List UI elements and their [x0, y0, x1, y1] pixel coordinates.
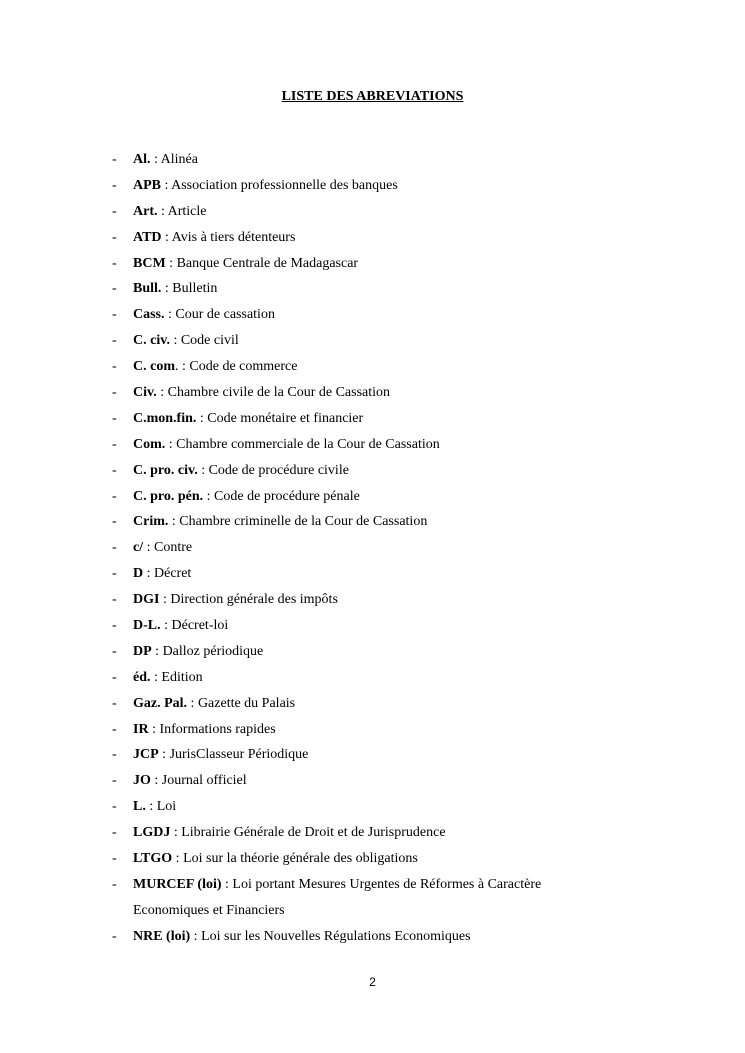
separator: : [165, 436, 177, 452]
list-item-text [133, 328, 593, 354]
list-item-text [133, 717, 593, 743]
abbreviation-term: Bull. [133, 281, 162, 297]
abbreviation-definition: Code de commerce [189, 359, 298, 375]
abbreviation-definition: Chambre civile de la Cour de Cassation [167, 385, 391, 401]
list-bullet-dash: - [112, 643, 117, 659]
separator: : [196, 410, 208, 426]
abbreviation-term: Civ. [133, 385, 157, 401]
abbreviation-definition: Code de procédure civile [208, 462, 349, 478]
list-item-text [133, 354, 593, 380]
list-item-text [133, 302, 593, 328]
list-bullet-dash: - [112, 410, 117, 426]
abbreviation-term: C. civ. [133, 333, 170, 349]
abbreviation-term: BCM [133, 255, 166, 271]
abbreviation-term: NRE (loi) [133, 928, 191, 944]
abbreviation-definition: Loi [156, 799, 177, 815]
list-bullet-dash: - [112, 851, 117, 867]
abbreviation-definition: Chambre commerciale de la Cour de Cassation [176, 436, 440, 452]
list-item-text [133, 147, 593, 173]
abbreviation-term: Cass. [133, 307, 165, 323]
separator: : [168, 514, 180, 530]
separator: : [190, 928, 202, 944]
separator: : [150, 773, 162, 789]
list-bullet-dash: - [112, 359, 117, 375]
separator: : [157, 203, 168, 219]
abbreviation-list [0, 151, 745, 954]
list-item-text [133, 458, 593, 484]
abbreviation-term: L. [133, 799, 146, 815]
list-bullet-dash: - [112, 514, 117, 530]
abbreviation-definition: Avis à tiers détenteurs [171, 229, 296, 245]
abbreviation-term: APB [133, 177, 161, 193]
list-item-text [133, 665, 593, 691]
abbreviation-term: Art. [133, 203, 158, 219]
abbreviation-definition: Dalloz périodique [162, 643, 264, 659]
list-bullet-dash: - [112, 307, 117, 323]
separator: : [161, 229, 172, 245]
abbreviation-definition: Bulletin [172, 281, 218, 297]
abbreviation-term: Gaz. Pal. [133, 695, 188, 711]
list-bullet-dash: - [112, 747, 117, 763]
separator: : [197, 462, 209, 478]
list-bullet-dash: - [112, 488, 117, 504]
list-bullet-dash: - [112, 876, 117, 892]
separator: : [187, 695, 198, 711]
list-bullet-dash: - [112, 928, 117, 944]
list-item-text [133, 199, 593, 225]
list-item-text [133, 768, 593, 794]
abbreviation-definition: Code civil [180, 333, 239, 349]
list-item-text [133, 820, 593, 846]
separator: : [158, 747, 170, 763]
list-item [0, 928, 745, 954]
abbreviation-definition: Article [167, 203, 207, 219]
list-item-text [133, 509, 593, 535]
abbreviation-definition: Code de procédure pénale [214, 488, 360, 504]
list-item-text [133, 225, 593, 251]
abbreviation-term: c/ [133, 540, 144, 556]
page-title: LISTE DES ABREVIATIONS [281, 89, 464, 104]
page-number: 2 [369, 975, 376, 989]
list-item-text [133, 406, 593, 432]
list-bullet-dash: - [112, 255, 117, 271]
separator: : [160, 618, 172, 634]
list-item-text [133, 535, 593, 561]
abbreviation-term: ATD [133, 229, 162, 245]
separator: : [161, 177, 172, 193]
list-item-text [133, 561, 593, 587]
separator: : [148, 721, 160, 737]
separator: : [145, 799, 157, 815]
separator: : [143, 566, 155, 582]
abbreviation-term: D-L. [133, 618, 161, 634]
list-item-text [133, 613, 593, 639]
list-item [0, 876, 745, 928]
separator: : [203, 488, 215, 504]
list-bullet-dash: - [112, 203, 117, 219]
separator: . : [175, 359, 190, 375]
abbreviation-term: MURCEF (loi) [133, 876, 222, 892]
abbreviation-term: éd. [133, 669, 151, 685]
list-item-text [133, 691, 593, 717]
abbreviation-term: DGI [133, 592, 160, 608]
list-bullet-dash: - [112, 773, 117, 789]
list-bullet-dash: - [112, 229, 117, 245]
abbreviation-term: JO [133, 773, 151, 789]
separator: : [159, 592, 171, 608]
list-bullet-dash: - [112, 799, 117, 815]
list-item-text [133, 639, 593, 665]
separator: : [156, 385, 168, 401]
abbreviation-definition: Journal officiel [161, 773, 247, 789]
separator: : [164, 307, 176, 323]
list-item-text [133, 432, 593, 458]
abbreviation-definition: Cour de cassation [175, 307, 275, 323]
separator: : [165, 255, 177, 271]
abbreviation-definition: Chambre criminelle de la Cour de Cassation [179, 514, 428, 530]
separator: : [172, 851, 184, 867]
separator: : [161, 281, 173, 297]
abbreviation-term: JCP [133, 747, 159, 763]
list-item-text [133, 846, 593, 872]
abbreviation-term: LGDJ [133, 825, 171, 841]
separator: : [221, 876, 233, 892]
list-item-text [133, 380, 593, 406]
abbreviation-term: Com. [133, 436, 166, 452]
abbreviation-definition: Edition [161, 669, 203, 685]
list-bullet-dash: - [112, 281, 117, 297]
abbreviation-definition: Décret-loi [171, 618, 229, 634]
separator: : [170, 825, 182, 841]
list-bullet-dash: - [112, 669, 117, 685]
abbreviation-definition: JurisClasseur Périodique [169, 747, 309, 763]
list-bullet-dash: - [112, 618, 117, 634]
list-bullet-dash: - [112, 540, 117, 556]
abbreviation-definition: Contre [154, 540, 193, 556]
abbreviation-definition: Code monétaire et financier [207, 410, 364, 426]
abbreviation-definition: Loi portant Mesures Urgentes de Réformes à Caractère Economiques et Financiers [133, 876, 542, 918]
abbreviation-term: C. pro. pén. [133, 488, 204, 504]
abbreviation-term: IR [133, 721, 149, 737]
abbreviation-term: C.mon.fin. [133, 410, 197, 426]
abbreviation-term: C. com [133, 359, 175, 375]
abbreviation-definition: Loi sur la théorie générale des obligations [183, 851, 418, 867]
abbreviation-term: LTGO [133, 851, 173, 867]
abbreviation-term: C. pro. civ. [133, 462, 198, 478]
abbreviation-definition: Décret [154, 566, 192, 582]
list-bullet-dash: - [112, 385, 117, 401]
list-item-text [133, 742, 593, 768]
abbreviation-definition: Banque Centrale de Madagascar [176, 255, 359, 271]
abbreviation-definition: Informations rapides [159, 721, 276, 737]
list-item-text [133, 872, 593, 924]
abbreviation-definition: Association professionnelle des banques [171, 177, 398, 193]
separator: : [150, 152, 161, 167]
list-item-text [133, 276, 593, 302]
abbreviation-term: Al. [133, 152, 151, 167]
separator: : [143, 540, 154, 556]
abbreviation-definition: Alinéa [160, 152, 198, 167]
list-bullet-dash: - [112, 566, 117, 582]
list-item-text [133, 587, 593, 613]
list-bullet-dash: - [112, 436, 117, 452]
abbreviation-term: D [133, 566, 144, 582]
list-item-text [133, 251, 593, 277]
list-bullet-dash: - [112, 152, 117, 167]
list-item-text [133, 794, 593, 820]
list-bullet-dash: - [112, 721, 117, 737]
list-bullet-dash: - [112, 695, 117, 711]
list-bullet-dash: - [112, 462, 117, 478]
list-item-text [133, 173, 593, 199]
abbreviation-definition: Loi sur les Nouvelles Régulations Economiques [201, 928, 471, 944]
separator: : [150, 669, 162, 685]
abbreviation-term: DP [133, 643, 152, 659]
abbreviation-term: Crim. [133, 514, 169, 530]
abbreviation-definition: Direction générale des impôts [170, 592, 338, 608]
list-bullet-dash: - [112, 592, 117, 608]
list-bullet-dash: - [112, 177, 117, 193]
separator: : [169, 333, 181, 349]
list-bullet-dash: - [112, 333, 117, 349]
list-bullet-dash: - [112, 825, 117, 841]
list-item-text [133, 924, 593, 950]
list-item-text [133, 484, 593, 510]
abbreviation-definition: Gazette du Palais [197, 695, 296, 711]
separator: : [151, 643, 163, 659]
abbreviation-definition: Librairie Générale de Droit et de Jurisprudence [181, 825, 446, 841]
